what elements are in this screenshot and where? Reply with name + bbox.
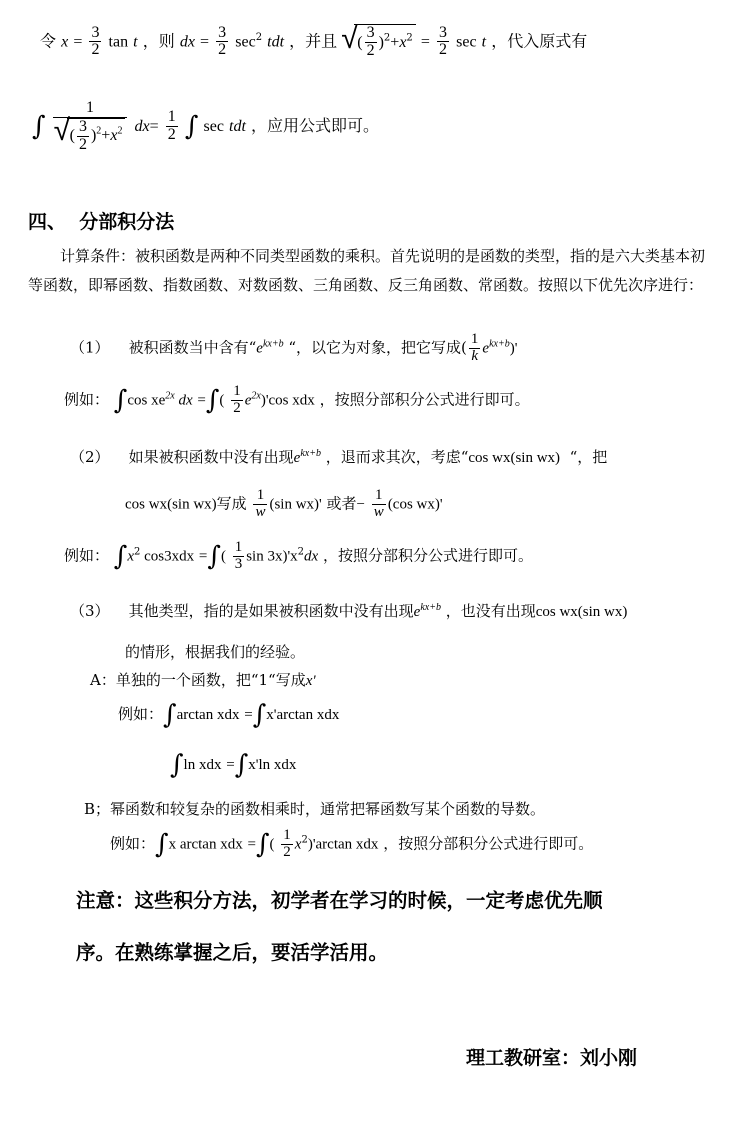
integral-sign: ∫ (32, 111, 46, 142)
section-heading: 四、 分部积分法 (28, 211, 175, 233)
item-2-continued: cos wx(sin wx)写成 $\frac{1}{w}$ (sin wx)' 或者− $\frac{1}{w}$ (cos wx)' (125, 487, 443, 520)
case-b: B；幂函数和较复杂的函数相乘时，通常把幂函数写某个函数的导数。 (84, 800, 546, 818)
fraction: $\frac{1}{2}$ (167, 108, 176, 144)
fraction: 1 √ ( $\frac{3}{2}$ )$^2+x^2$ (53, 100, 128, 153)
text: 令 (40, 31, 57, 51)
integral-line: ∫ 1 √ ( $\frac{3}{2}$ )$^2+x^2$ dx= $\frac{1}{2}$ ∫ sec tdt ，应用公式即可。 (32, 100, 379, 153)
item-3-continued: 的情形，根据我们的经验。 (125, 643, 306, 661)
note-line-2: 序。在熟练掌握之后，要活学活用。 (76, 941, 389, 964)
substitution-line: 令 x = $\frac{3}{2}$ tan t ，则 dx = $\frac{3}{2}$ $\sec^2$ tdt ，并且 √ ( $\frac{3}{2}$ )$^2+x^2$ = $\frac{3}{2}$ sec t ，代入原式有 (40, 24, 587, 60)
note-line-1: 注意：这些积分方法，初学者在学习的时候，一定考虑优先顺 (76, 889, 603, 912)
case-b-example: 例如：∫x arctan xdx =∫( $\frac{1}{2}$ $x^2)'\arctan$ xdx ，按照分部积分公式进行即可。 (110, 827, 594, 860)
example-2: 例如： $\int x^2$ cos3xdx =∫( $\frac{1}{3}$ $\sin 3x)'x^2dx$ ，按照分部积分公式进行即可。 (64, 539, 534, 572)
sqrt-expr: √ ( $\frac{3}{2}$ )$^2+x^2$ (354, 24, 416, 60)
integral-sign: ∫ (184, 111, 199, 142)
intro-paragraph: 计算条件：被积函数是两种不同类型函数的乘积。首先说明的是函数的类型，指的是六大类基本初等函数，即幂函数、指数函数、对数函数、三角函数、反三角函数、常函数。按照以下优先次序进行： (28, 247, 706, 294)
signature: 理工教研室：刘小刚 (466, 1047, 638, 1069)
example-1: 例如： ∫cos $xe^{2x}$ dx =∫( $\frac{1}{2}$ $e^{2x})'\cos$ xdx ，按照分部积分公式进行即可。 (64, 383, 530, 416)
fraction: $\frac{3}{2}$ (439, 23, 448, 59)
case-a-example-2: ∫ln xdx =∫x'ln xdx (170, 750, 297, 780)
case-a: A：单独的一个函数，把“1“写成x' (90, 671, 316, 689)
item-2: （2） 如果被积函数中没有出现$e^{kx+b}$ ，退而求其次，考虑“cos wx(sin wx) “，把 (70, 448, 608, 466)
item-3: （3） 其他类型，指的是如果被积函数中没有出现$e^{kx+b}$ ，也没有出现cos wx(sin wx) (70, 602, 628, 620)
case-a-example-1: 例如：∫arctan xdx =∫x'arctan xdx (118, 700, 340, 730)
fraction: $\frac{3}{2}$ (91, 23, 100, 59)
fraction: $\frac{3}{2}$ (218, 23, 227, 59)
item-1: （1） 被积函数当中含有“$e^{kx+b}$ “，以它为对象，把它写成( $\frac{1}{k}$ $e^{kx+b})'$ (70, 331, 518, 364)
